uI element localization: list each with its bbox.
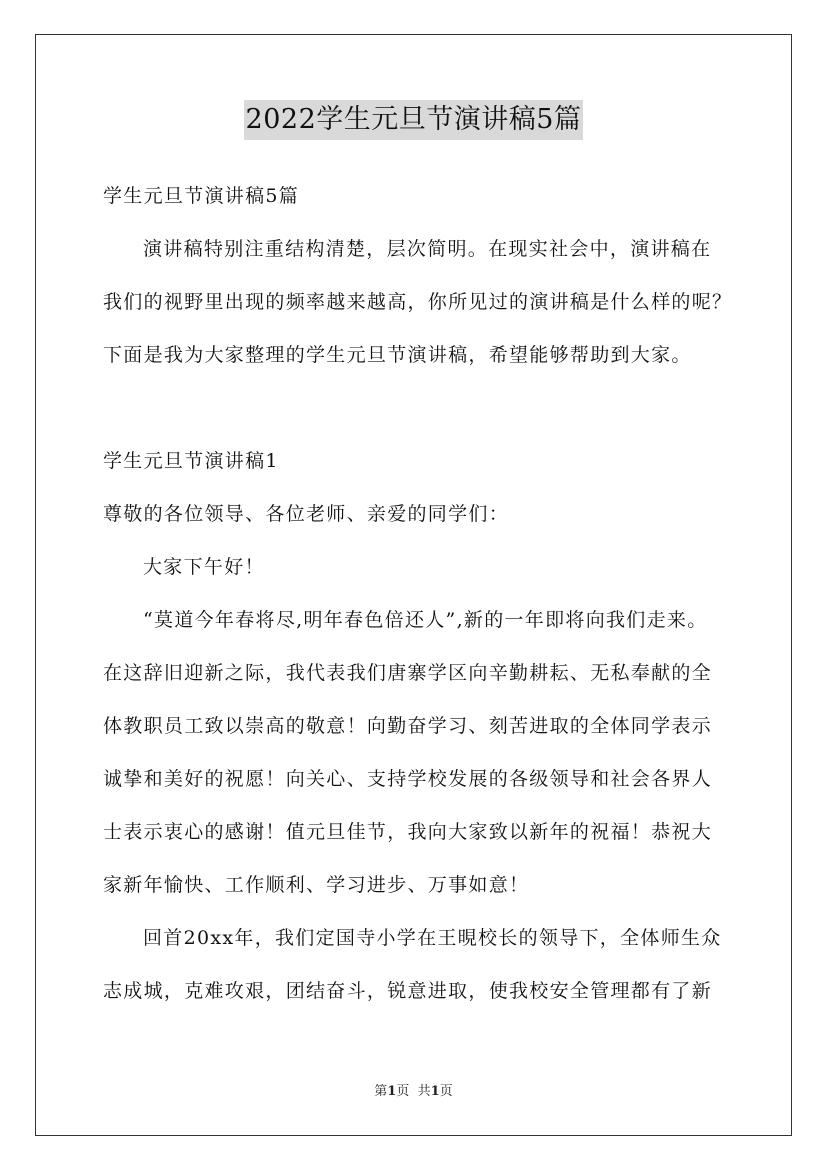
paragraph-line: 志成城，克难攻艰，团结奋斗，锐意进取，使我校安全管理都有了新	[103, 980, 713, 1002]
greeting-line: 大家下午好！	[143, 556, 265, 578]
paragraph-line: 演讲稿特别注重结构清楚，层次简明。在现实社会中，演讲稿在	[143, 238, 712, 260]
section-heading: 学生元旦节演讲稿1	[103, 450, 279, 472]
paragraph-line: “莫道今年春将尽,明年春色倍还人”,新的一年即将向我们走来。	[143, 609, 708, 631]
total-pages: 1	[430, 1084, 440, 1099]
title-container	[0, 100, 827, 140]
paragraph-line: 士表示衷心的感谢！值元旦佳节，我向大家致以新年的祝福！恭祝大	[103, 821, 713, 843]
paragraph-line: 诚挚和美好的祝愿！向关心、支持学校发展的各级领导和社会各界人	[103, 768, 713, 790]
page-footer	[0, 1082, 827, 1102]
total-suffix: 页	[439, 1084, 453, 1099]
salutation-line: 尊敬的各位领导、各位老师、亲爱的同学们：	[103, 503, 510, 525]
page-prefix: 第	[374, 1084, 388, 1099]
paragraph-line: 体教职员工致以崇高的敬意！向勤奋学习、刻苦进取的全体同学表示	[103, 715, 713, 737]
page-suffix: 页	[396, 1084, 410, 1099]
paragraph-line: 下面是我为大家整理的学生元旦节演讲稿，希望能够帮助到大家。	[103, 344, 692, 366]
document-body	[103, 170, 733, 1018]
paragraph-line: 在这辞旧迎新之际，我代表我们唐寨学区向辛勤耕耘、无私奉献的全	[103, 662, 713, 684]
subtitle-line: 学生元旦节演讲稿5篇	[103, 185, 300, 207]
page-number: 1	[387, 1084, 397, 1099]
total-prefix: 共	[417, 1084, 431, 1099]
paragraph-line: 家新年愉快、工作顺利、学习进步、万事如意！	[103, 874, 530, 896]
paragraph-line: 我们的视野里出现的频率越来越高，你所见过的演讲稿是什么样的呢？	[103, 291, 733, 313]
paragraph-line: 回首20xx年，我们定国寺小学在王晛校长的领导下，全体师生众	[143, 927, 722, 949]
blank-line	[103, 382, 733, 435]
document-title: 2022学生元旦节演讲稿5篇	[244, 100, 584, 140]
